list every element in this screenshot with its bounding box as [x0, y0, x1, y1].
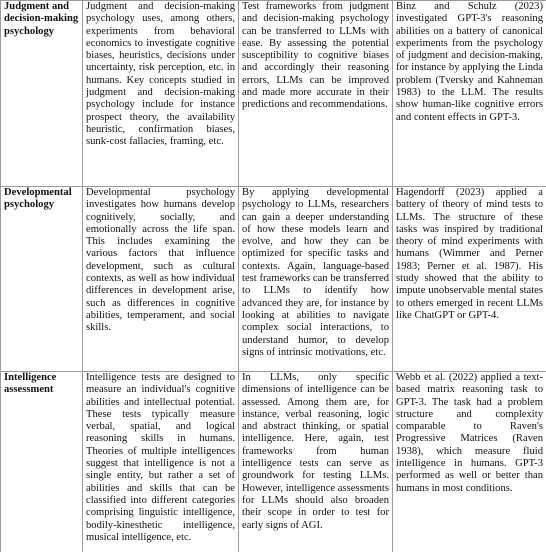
row-category: Intelligence assessment	[1, 372, 83, 552]
row-category: Developmental psychology	[1, 187, 83, 372]
row-example: Webb et al. (2022) applied a text-based matrix reasoning task to GPT-3. The task had a problem structure and complexity comparable to Raven's Progressive Matrices (Raven 1938), which measure fluid intelligence in humans. GPT-3 performed as well or better than humans in most conditions.	[393, 372, 546, 552]
row-example: Hagendorff (2023) applied a battery of theory of mind tests to LLMs. The structure of these tasks was inspired by traditional theory of mind experiments with humans (Wimmer and Perner 1983; Perner et al. 1987). His study showed that the ability to impute unobservable mental states to others emerged in recent LLMs like ChatGPT or GPT-4.	[393, 187, 546, 372]
table-row	[1, 1, 546, 187]
row-description: Intelligence tests are designed to measure an individual's cognitive abilities and intellectual potential. These tests typically measure verbal, spatial, and logical reasoning skills in humans. Theories of multiple intelligences suggest that intelligence is not a single entity, but rather a set of abilities and skills that can be classified into different categories comprising linguistic intelligence, bodily-kinesthetic intelligence, musical intelligence, etc.	[83, 372, 239, 552]
row-application: Test frameworks from judgment and decision-making psychology can be transferred to LLMs with ease. By assessing the potential susceptibility to cognitive biases and accordingly their reasoning errors, LLMs can be improved and made more accurate in their predictions and recommendations.	[239, 1, 393, 187]
row-application: In LLMs, only specific dimensions of intelligence can be assessed. Among them are, for instance, verbal reasoning, logic and abstract thinking, or spatial intelligence. Here, again, test frameworks from human intelligence tests can serve as groundwork for testing LLMs. However, intelligence assessments for LLMs should also broaden their scope in order to test for early signs of AGI.	[239, 372, 393, 552]
row-description: Judgment and decision-making psychology uses, among others, experiments from behavioral economics to investigate cognitive biases, heuristics, decisions under uncertainty, risk perception, etc. in humans. Key concepts studied in judgment and decision-making psychology include for instance prospect theory, the availability heuristic, confirmation biases, sunk-cost fallacies, framing, etc.	[83, 1, 239, 187]
row-example: Binz and Schulz (2023) investigated GPT-3's reasoning abilities on a battery of canonical experiments from the psychology of judgment and decision-making, for instance by applying the Linda problem (Tversky and Kahneman 1983) to the LLM. The results show human-like cognitive errors and content effects in GPT-3.	[393, 1, 546, 187]
table-row	[1, 187, 546, 372]
row-application: By applying developmental psychology to LLMs, researchers can gain a deeper understanding of how these models learn and evolve, and how they can be optimized for specific tasks and contexts. Again, language-based test frameworks can be transferred to LLMs to identify how advanced they are, for instance by looking at abilities to navigate complex social interactions, to understand humor, to develop signs of intrinsic motivations, etc.	[239, 187, 393, 372]
table-row	[1, 372, 546, 552]
row-description: Developmental psychology investigates how humans develop cognitively, socially, and emotionally across the life span. This includes examining the various factors that influence development, such as cultural contexts, as well as how individual differences in development arise, such as differences in cognitive abilities, temperament, and social skills.	[83, 187, 239, 372]
row-category: Judgment and decision-making psychology	[1, 1, 83, 187]
